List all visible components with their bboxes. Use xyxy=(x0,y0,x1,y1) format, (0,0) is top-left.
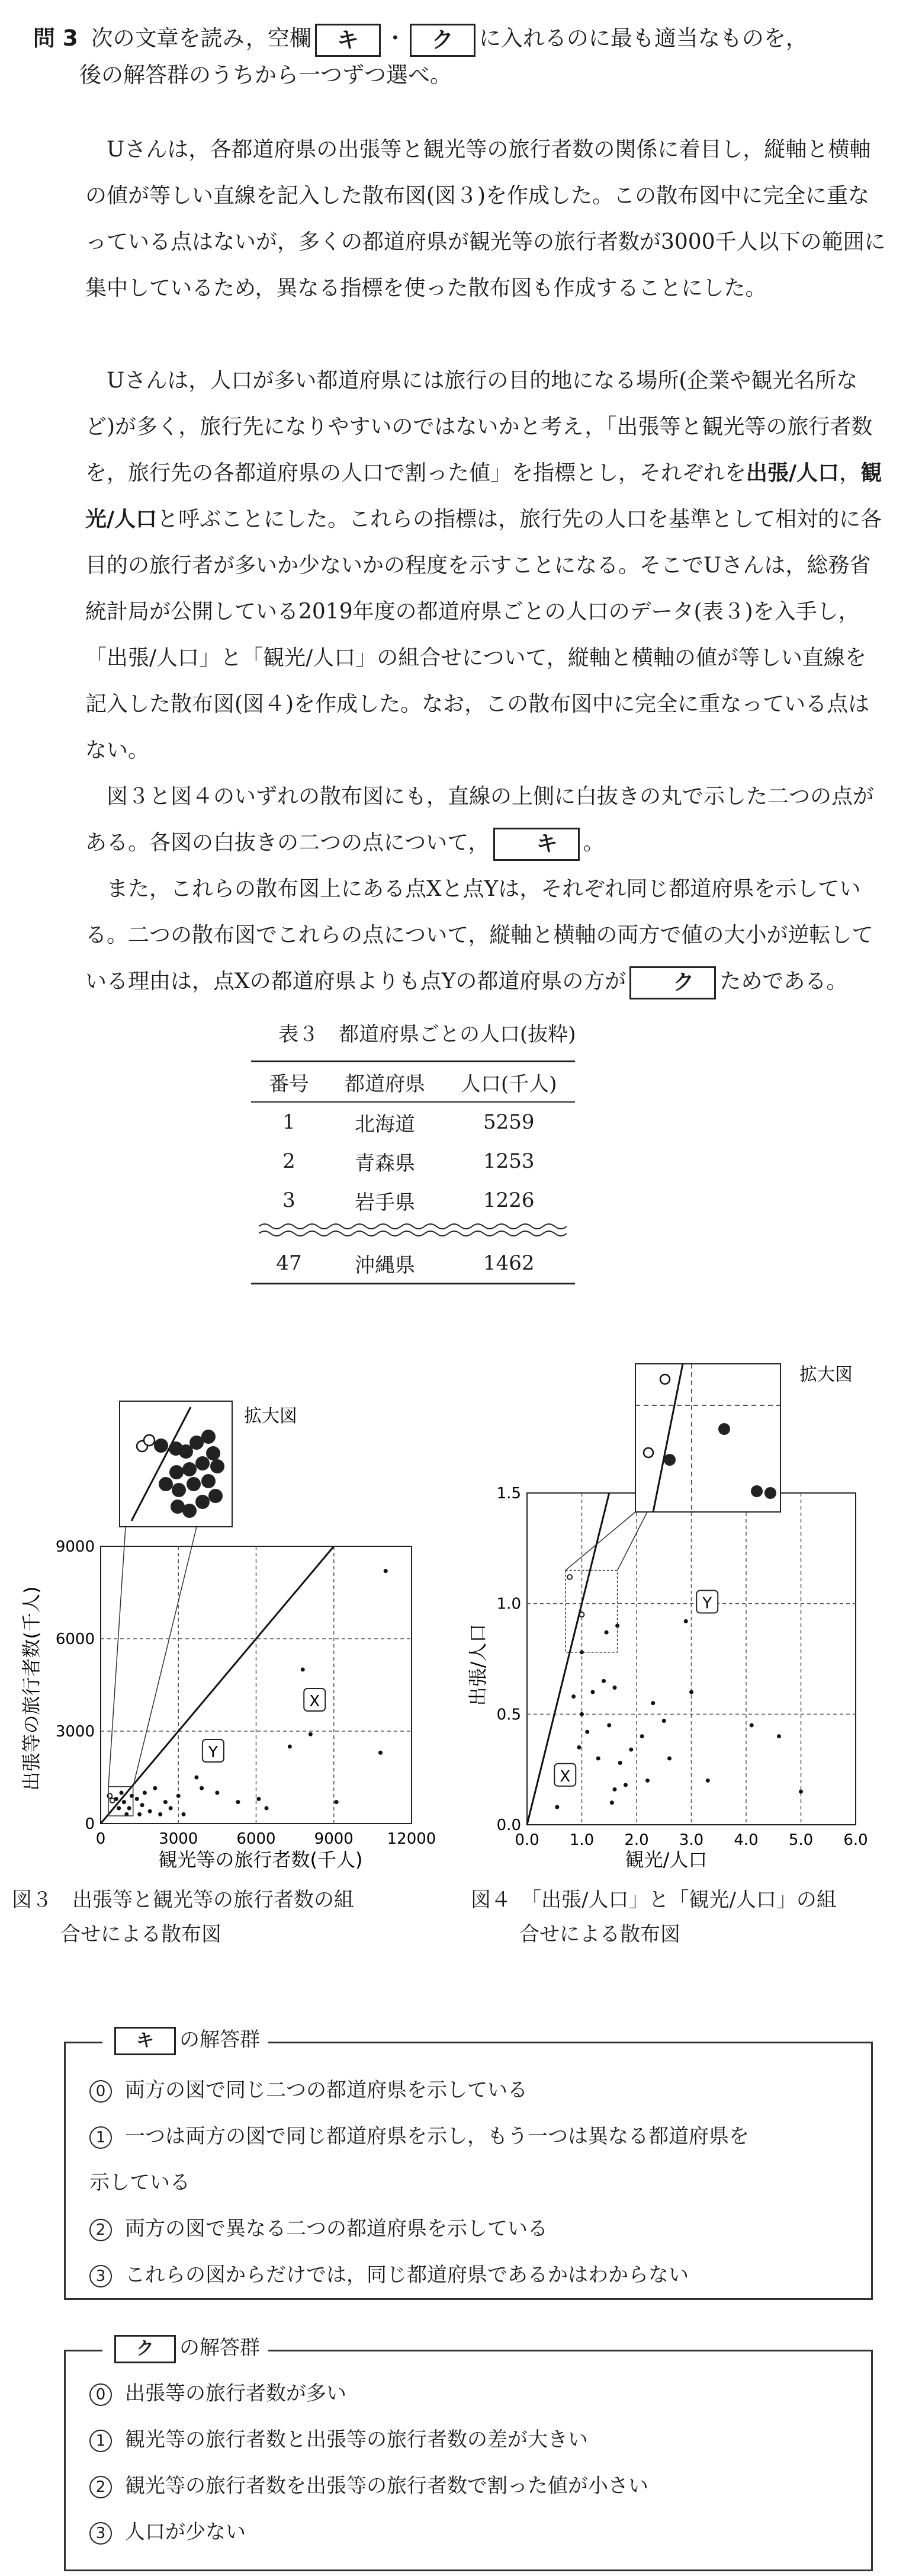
table-cell: 2 xyxy=(282,1149,295,1173)
y-tick-label: 3000 xyxy=(55,1723,95,1741)
table-cell: 青森県 xyxy=(355,1151,415,1175)
answer-option[interactable] xyxy=(89,2417,859,2463)
reference-line-y-equals-x xyxy=(101,1546,334,1824)
data-point xyxy=(163,1800,168,1804)
fig3-grid xyxy=(101,1546,412,1824)
data-point xyxy=(585,1730,589,1734)
option-text: 両方の図で同じ二つの都道府県を示している xyxy=(125,2078,528,2102)
answer-group-ku xyxy=(64,2336,873,2571)
table3-header: 人口(千人) xyxy=(461,1072,557,1096)
answer-option[interactable] xyxy=(89,2463,859,2509)
data-point xyxy=(135,1797,139,1801)
table-row xyxy=(251,1142,575,1181)
question-line2: 後の解答群のうちから一つずつ選べ。 xyxy=(79,62,452,88)
zoom-connector xyxy=(618,1512,647,1571)
zoom-connector xyxy=(108,1527,126,1787)
table3 xyxy=(251,1060,575,1284)
paragraph-4a: また，これらの散布図上にある点Xと点Yは，それぞれ同じ都道府県を示している。二つの散布図でこれらの点について，縦軸と横軸の両方で値の大小が逆転している理由は，点Xの都道府県よりも点Yの都道府県の方が xyxy=(85,877,873,994)
table-row xyxy=(251,1244,575,1284)
x-tick-label: 12000 xyxy=(387,1830,436,1848)
figure-3-scatter xyxy=(12,1357,438,1878)
point-label-y: Y xyxy=(702,1594,712,1613)
question-text-before: 次の文章を読み，空欄 xyxy=(91,25,311,51)
answer-group-ki-suffix: の解答群 xyxy=(179,2028,260,2052)
table-cell: 沖縄県 xyxy=(355,1253,415,1277)
fig4-points xyxy=(555,1575,803,1809)
paragraph-4b: ためである。 xyxy=(719,969,848,994)
option-number-icon: 0 xyxy=(89,2080,112,2103)
zoom-inset-open-point xyxy=(660,1374,670,1384)
data-point xyxy=(662,1719,666,1723)
data-point xyxy=(613,1787,617,1792)
data-point xyxy=(571,1694,576,1699)
option-number-icon: 3 xyxy=(89,2522,112,2545)
data-point xyxy=(591,1690,595,1694)
zoom-inset-point xyxy=(664,1454,676,1466)
data-point xyxy=(256,1797,261,1801)
data-point xyxy=(577,1745,581,1750)
blank-ku-inline: ク xyxy=(629,966,716,999)
fig3-enlarged-label: 拡大図 xyxy=(244,1406,297,1427)
blank-ku-box: ク xyxy=(410,24,476,57)
table-cell: 5259 xyxy=(483,1110,535,1134)
answer-group-ki-label xyxy=(102,2023,268,2055)
point-label-y: Y xyxy=(208,1744,218,1761)
zoom-inset-point xyxy=(718,1423,730,1435)
option-text: 人口が少ない xyxy=(125,2520,246,2544)
data-point xyxy=(122,1800,126,1804)
option-number-icon: 3 xyxy=(89,2265,112,2287)
zoom-inset-open-point xyxy=(644,1448,653,1457)
answer-option[interactable] xyxy=(89,2370,859,2417)
data-point xyxy=(288,1745,292,1749)
question-header xyxy=(33,20,886,94)
option-text: 出張等の旅行者数が多い xyxy=(125,2382,346,2405)
zoom-inset-point xyxy=(172,1483,186,1497)
point-label-x: X xyxy=(309,1693,320,1710)
fig3-points xyxy=(107,1569,387,1816)
zoom-inset-point xyxy=(159,1477,173,1491)
zoom-connector xyxy=(566,1512,635,1571)
data-point xyxy=(651,1701,655,1705)
data-point xyxy=(117,1806,121,1811)
data-point xyxy=(799,1790,803,1794)
table3-caption: 表３ 都道府県ごとの人口(抜粋) xyxy=(278,1023,576,1046)
answer-group-ku-box: ク xyxy=(114,2335,176,2363)
fig3-extras xyxy=(101,1401,334,1824)
paragraph-3b: 。 xyxy=(583,831,605,855)
fig3-caption-line2: 合せによる散布図 xyxy=(60,1923,221,1946)
option-text: 一つは両方の図で同じ都道府県を示し，もう一つは異なる都道府県を xyxy=(125,2125,749,2148)
data-point xyxy=(182,1812,186,1816)
wavy-omission-line xyxy=(259,1222,567,1238)
data-point xyxy=(645,1779,650,1783)
zoom-inset-point xyxy=(201,1474,216,1488)
data-point xyxy=(750,1723,754,1728)
fig4-xlabel: 観光/人口 xyxy=(625,1848,708,1871)
fig3-ylabel: 出張等の旅行者数(千人) xyxy=(20,1586,43,1791)
data-point xyxy=(200,1786,204,1790)
x-tick-label: 1.0 xyxy=(569,1831,595,1849)
zoom-inset-point xyxy=(195,1456,210,1470)
data-point xyxy=(689,1690,693,1694)
zoom-inset-point xyxy=(182,1462,197,1476)
data-point xyxy=(618,1761,622,1765)
data-point xyxy=(384,1569,388,1573)
table-cell: 1 xyxy=(282,1110,295,1134)
data-point xyxy=(194,1776,198,1780)
zoom-inset-point xyxy=(169,1465,184,1479)
data-point xyxy=(605,1630,609,1635)
table3-header: 都道府県 xyxy=(345,1072,425,1096)
zoom-inset-point xyxy=(154,1438,168,1453)
data-point xyxy=(610,1800,614,1805)
data-point xyxy=(613,1686,617,1690)
blank-ki-box: キ xyxy=(315,24,381,57)
paragraph-3a: 図３と図４のいずれの散布図にも，直線の上側に白抜きの丸で示した二つの点がある。各図の白抜きの二つの点について， xyxy=(85,784,875,855)
open-data-point xyxy=(567,1575,572,1579)
option-text: 観光等の旅行者数を出張等の旅行者数で割った値が小さい xyxy=(125,2474,648,2498)
data-point xyxy=(148,1809,152,1814)
table3-header: 番号 xyxy=(269,1072,309,1096)
fig3-caption-line1: 出張等と観光等の旅行者数の組 xyxy=(72,1888,354,1912)
data-point xyxy=(265,1806,269,1811)
x-tick-label: 4.0 xyxy=(734,1831,759,1849)
table-cell: 岩手県 xyxy=(355,1190,415,1215)
fig4-ylabel: 出張/人口 xyxy=(467,1623,489,1706)
option-text: 両方の図で異なる二つの都道府県を示している xyxy=(125,2217,548,2241)
y-tick-label: 0 xyxy=(85,1815,95,1833)
blank-ki-inline: キ xyxy=(493,828,580,861)
data-point xyxy=(309,1732,313,1736)
option-number-icon: 2 xyxy=(89,2476,112,2498)
figure-4-scatter xyxy=(462,1357,888,1878)
zoom-inset-point xyxy=(201,1430,216,1444)
data-point xyxy=(140,1803,144,1807)
data-point xyxy=(137,1812,142,1816)
x-tick-label: 6000 xyxy=(236,1830,276,1848)
y-tick-label: 6000 xyxy=(55,1630,95,1648)
paragraph-2a: Uさんは，人口が多い都道府県には旅行の目的地になる場所(企業や観光名所など)が多く，旅行先になりやすいのではないかと考え，「出張等と観光等の旅行者数を，旅行先の各都道府県の人口で割った値」を指標とし，それぞれを xyxy=(85,369,873,485)
fig4-caption-line2: 合せによる散布図 xyxy=(519,1923,680,1946)
table-cell: 3 xyxy=(282,1188,295,1212)
zoom-inset-open-point xyxy=(144,1435,155,1446)
y-tick-label: 9000 xyxy=(55,1538,95,1556)
x-tick-label: 0 xyxy=(95,1830,106,1848)
zoom-inset-point xyxy=(751,1485,763,1497)
paragraph-3 xyxy=(85,774,886,866)
table-cell: 47 xyxy=(276,1251,302,1275)
table-cell: 1226 xyxy=(483,1188,535,1212)
table-row xyxy=(251,1102,575,1142)
table-cell: 北海道 xyxy=(355,1112,415,1136)
paragraph-4 xyxy=(85,866,886,1005)
data-point xyxy=(127,1806,131,1811)
answer-option-continued xyxy=(89,2160,859,2206)
question-text-after: に入れるのに最も適当なものを， xyxy=(478,25,808,51)
x-tick-label: 0.0 xyxy=(515,1831,539,1849)
fig3-caption xyxy=(12,1883,426,1952)
data-point xyxy=(629,1748,633,1752)
data-point xyxy=(215,1791,219,1795)
fig3-caption-num: 図３ xyxy=(12,1888,52,1912)
data-point xyxy=(667,1757,672,1761)
table-cell: 1462 xyxy=(483,1251,535,1275)
bold-term-tourism: 観光/人口 xyxy=(85,461,882,531)
bold-term-business: 出張/人口 xyxy=(746,461,840,485)
zoom-inset-point xyxy=(210,1459,224,1473)
x-tick-label: 3.0 xyxy=(679,1831,704,1849)
table-cell: 1253 xyxy=(483,1149,535,1173)
zoom-inset-point xyxy=(195,1495,210,1509)
fig4-ticks xyxy=(497,1485,868,1849)
answer-group-ku-suffix: の解答群 xyxy=(179,2336,260,2360)
answer-option[interactable] xyxy=(89,2509,859,2555)
data-point xyxy=(640,1734,644,1738)
data-point xyxy=(777,1734,781,1738)
paragraph-2 xyxy=(85,358,886,774)
fig4-extras xyxy=(527,1364,780,1825)
option-text: これらの図からだけでは，同じ都道府県であるかはわからない xyxy=(125,2263,689,2287)
data-point xyxy=(158,1812,162,1816)
question-separator: ・ xyxy=(384,25,406,51)
zoom-inset-point xyxy=(171,1500,185,1514)
option-number-icon: 1 xyxy=(89,2126,112,2149)
option-text: 観光等の旅行者数と出張等の旅行者数の差が大きい xyxy=(125,2428,588,2452)
x-tick-label: 5.0 xyxy=(788,1831,814,1849)
data-point xyxy=(169,1806,173,1811)
option-number-icon: 0 xyxy=(89,2383,112,2406)
paragraph-2b: と呼ぶことにした。これらの指標は，旅行先の人口を基準として相対的に各目的の旅行者が多いか少ないかの程度を示すことになる。そこでUさんは，総務省統計局が公開している2019年度の都道府県ごとの人口のデータ(表３)を入手し，「出張/人口」と「観光/人口」の組合せについて，縦軸と横軸の値が等しい直線を記入した散布図(図４)を作成した。なお，この散布図中に完全に重なっている点はない。 xyxy=(85,507,882,762)
fig4-caption-line1: 「出張/人口」と「観光/人口」の組 xyxy=(531,1888,837,1912)
answer-ki-list xyxy=(89,2067,859,2298)
y-tick-label: 0.5 xyxy=(496,1706,521,1724)
zoom-inset-point xyxy=(187,1477,201,1491)
option-text: 示している xyxy=(89,2171,190,2194)
option-number-icon: 1 xyxy=(89,2430,112,2452)
y-tick-label: 1.0 xyxy=(496,1595,521,1613)
x-tick-label: 9000 xyxy=(314,1830,354,1848)
data-point xyxy=(596,1757,600,1761)
x-tick-label: 3000 xyxy=(159,1830,198,1848)
answer-group-ku-label xyxy=(102,2331,268,2363)
answer-option[interactable] xyxy=(89,2067,859,2113)
table-row xyxy=(251,1181,575,1220)
fig3-xlabel: 観光等の旅行者数(千人) xyxy=(158,1848,363,1871)
fig4-enlarged-label: 拡大図 xyxy=(799,1364,853,1385)
x-tick-label: 6.0 xyxy=(843,1831,868,1849)
answer-group-ki-box: キ xyxy=(114,2027,176,2055)
data-point xyxy=(706,1779,710,1783)
data-point xyxy=(301,1668,305,1672)
data-point xyxy=(236,1800,240,1804)
paragraph-1: Uさんは，各都道府県の出張等と観光等の旅行者数の関係に着目し，縦軸と横軸の値が等しい直線を記入した散布図(図３)を作成した。この散布図中に完全に重なっている点はないが，多くの都道府県が観光等の旅行者数が3000千人以下の範囲に集中しているため，異なる指標を使った散布図も作成することにした。 xyxy=(85,137,886,300)
zoom-inset-point xyxy=(764,1487,776,1499)
data-point xyxy=(602,1679,606,1683)
data-point xyxy=(607,1723,611,1728)
data-point xyxy=(176,1794,181,1798)
answer-option[interactable] xyxy=(89,2252,859,2298)
data-point xyxy=(684,1619,688,1623)
zoom-inset-point xyxy=(208,1489,223,1503)
data-point xyxy=(143,1791,147,1795)
answer-option[interactable] xyxy=(89,2113,859,2160)
answer-group-ki xyxy=(64,2028,873,2300)
data-point xyxy=(624,1783,628,1787)
data-point xyxy=(153,1786,157,1790)
question-number: 問 3 xyxy=(33,25,78,51)
data-point xyxy=(555,1805,559,1809)
fig4-caption xyxy=(471,1883,897,1952)
point-label-x: X xyxy=(560,1767,571,1786)
x-tick-label: 2.0 xyxy=(624,1831,649,1849)
open-data-point xyxy=(110,1798,115,1803)
data-point xyxy=(378,1751,383,1755)
zoom-inset-point xyxy=(206,1446,220,1460)
y-tick-label: 0.0 xyxy=(496,1816,521,1834)
answer-ku-list xyxy=(89,2370,859,2555)
answer-option[interactable] xyxy=(89,2206,859,2252)
y-tick-label: 1.5 xyxy=(496,1485,521,1502)
data-point xyxy=(120,1791,124,1795)
data-point xyxy=(580,1712,584,1716)
option-number-icon: 2 xyxy=(89,2219,112,2241)
table3-omission xyxy=(251,1220,575,1244)
data-point xyxy=(335,1800,339,1804)
fig4-caption-num: 図４ xyxy=(471,1888,511,1912)
paragraph-2-sep: ， xyxy=(839,461,861,485)
